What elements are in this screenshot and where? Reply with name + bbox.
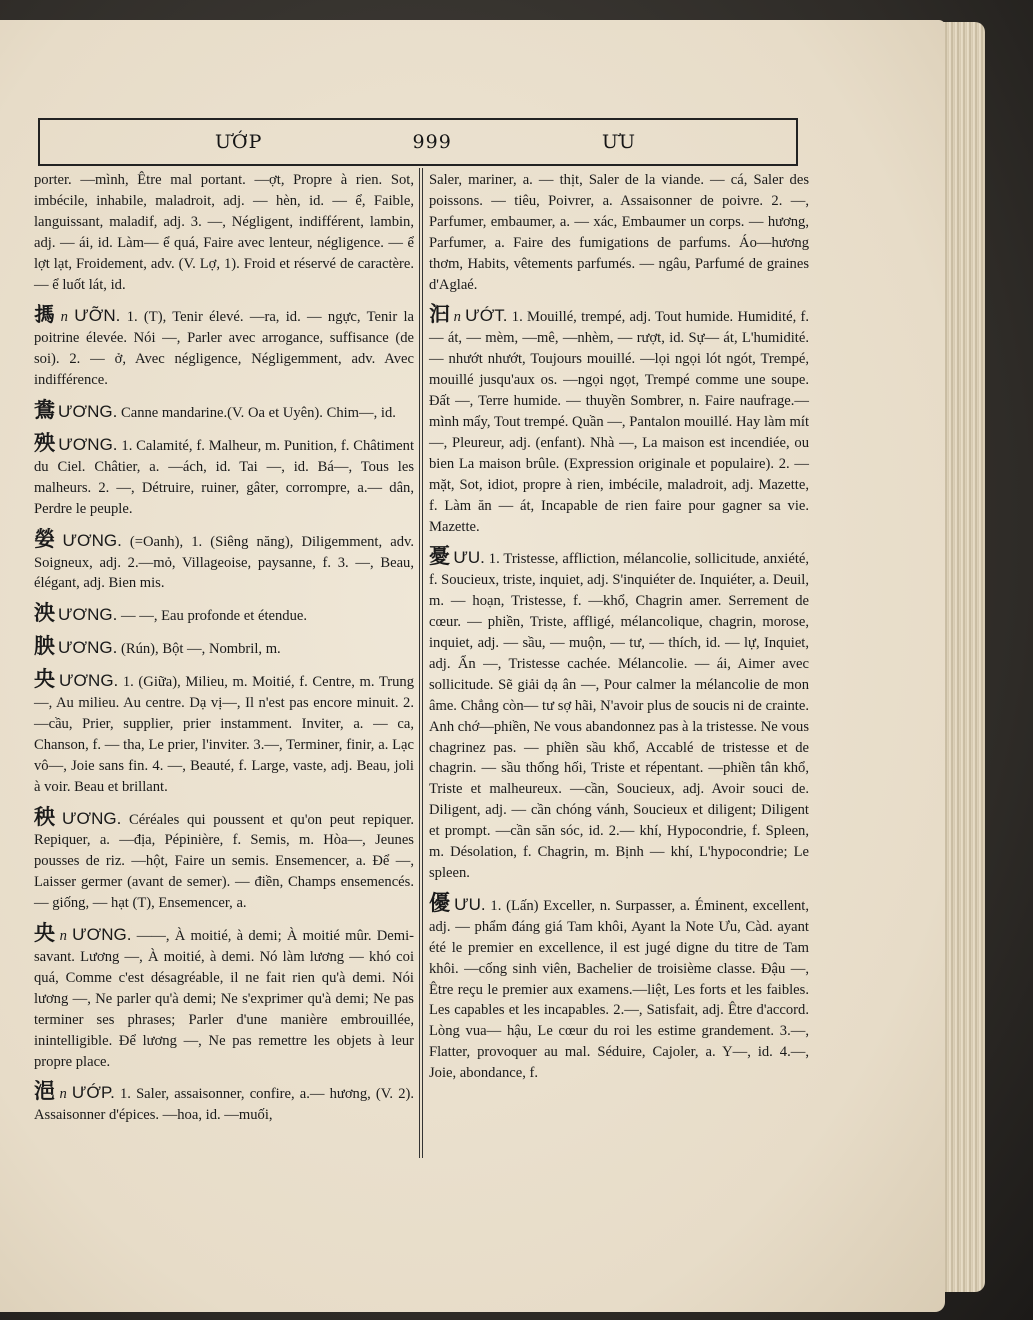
entry-headword: ƯƠNG. [58,434,118,454]
chinese-character: 優 [429,890,452,915]
entry-paragraph [429,546,809,884]
dictionary-entry [34,669,414,797]
entry-paragraph [429,304,809,537]
entry-definition: 1. (Giữa), Milieu, m. Moitié, f. Centre, m. Trung—, Au milieu. Au centre. Dạ vị—, Il n'est pas encore minuit. 2.—cầu, Prier, supplier, prier instamment. Inviter, a. — ca, Chanson, f. — tha, Le prier, l'inviter. 3.—, Terminer, finir, a. Lạc vô—, Joie sans fin. 4. —, Beauté, f. Large, vaste, adj. Beau, joli à voir. Beau et brillant. [34,674,414,795]
dictionary-entry [34,636,414,660]
entry-headword: ƯƠNG. [58,402,118,422]
dictionary-entry [34,1081,414,1126]
dictionary-entry [429,546,809,884]
entry-headword: ƯU. [454,894,486,914]
chinese-character: 泱 [34,601,55,626]
entry-headword: ƯỚP. [71,1083,115,1103]
entry-pos: n [60,309,68,326]
entry-definition: 1. Tristesse, affliction, mélancolie, sollicitude, anxiété, f. Soucieux, triste, inquiet, adj. S'inquiéter de. Inquiéter, a. Deuil, m. — hoạn, Tristesse, f. —khổ, Chagrin amer. Serrement de cœur. — phiền, Triste, affligé, mélancolique, chagrin, morose, inquiet, adj. — sầu, — muộn, — tư, — thích, id. — lự, Inquiet, adj. Ẩn —, Tristesse cachée. Mélancolie. — ái, Aimer avec sollicitude. Sẽ giải dạ ân —, Pour calmer la mélancolie de mon âme. Chẳng còn— tư sợ hãi, N'avoir plus de soucis ni de crainte. Anh chớ—phiền, Ne vous abandonnez pas à la tristesse. Ne vous chagrinez pas. — phiền sầu khổ, Accablé de tristesse et de chagrin. — sầu thống hối, Triste et répentant. —phiền tân khổ, Triste et malheureux. —cần, Soucieux, adj. Avoir souci de. Diligent, adj. — cần chóng vánh, Soucieux et diligent; Diligent et prompt. —cần săn sóc, id. 2.— khí, Hypocondrie, f. Spleen, m. Désolation, f. Chagrin, m. Bịnh — khí, L'hypocondrie; Le spleen. [429,551,809,881]
page-header [38,118,798,166]
entry-paragraph [34,669,414,797]
entry-definition: Canne mandarine.(V. Oa et Uyên). Chim—, id. [120,405,396,422]
dictionary-entry [34,430,415,520]
dictionary-entry [429,304,809,537]
entry-headword: ƯƠNG. [58,605,118,625]
chinese-character: 秧 [34,804,60,829]
entry-pos: n [59,1086,67,1103]
page-number: 999 [412,131,452,153]
chinese-character: 胦 [34,634,55,659]
chinese-character: 汩 [429,302,451,327]
dictionary-entry [34,804,415,915]
entry-definition: 1. (T), Tenir élevé. —ra, id. — ngực, Tenir la poitrine élevée. Nói —, Parler avec arrogance, suffisance (de soi). 2. — ở, Avec négligence, Négligemment, adv. Avec indifférence. [34,309,415,389]
entry-paragraph [34,1081,414,1126]
header-right-keyword: ƯU [601,131,636,153]
entry-paragraph [34,804,415,915]
entry-definition: 1. (Lấn) Exceller, n. Surpasser, a. Éminent, excellent, adj. — phẩm đáng giá Tam khôi, Ayant la Note Ưu, Càd. ayant été le premier en excellence, il est jugé digne du titre de Tam khôi. —cống sinh viên, Bachelier de troisième classe. Đậu —, Être reçu le premier aux examens.—liệt, Les forts et les faibles. Les capables et les incapables. 2.—, Satisfait, adj. Être d'accord. Lòng vua— hậu, Le cœur du roi les estime grandement. 3.—, Flatter, provoquer au mal. Séduire, Cajoler, a. Y—, id. 4.—, Joie, abondance, f. [429,897,810,1082]
entry-paragraph [34,603,414,627]
dictionary-entry [429,170,809,295]
header-left-keyword: ƯỚP [215,131,263,153]
chinese-character: 殃 [34,430,56,455]
entry-paragraph [34,170,414,295]
entry-definition: 1. Calamité, f. Malheur, m. Punition, f. Châtiment du Ciel. Châtier, a. —ách, id. Tai —, id. Bá—, Tous les malheurs. 2. —, Détruire, ruiner, gâter, corrompre, a.— dân, Perdre le peuple. [34,437,415,517]
dictionary-entry [34,603,414,627]
entry-paragraph [34,430,415,520]
dictionary-entry [34,304,414,391]
entry-definition: Saler, mariner, a. — thịt, Saler de la viande. — cá, Saler des poissons. — tiêu, Poivrer, a. Assaisonner de poivre. 2. —, Parfumer, embaumer, a. — xác, Embaumer un corps. — hương, Parfumer, a. Faire des fumigations de parfums. Áo—hương thơm, Habits, vêtements parfumés. — ngâu, Parfumé de graines d'Aglaé. [429,172,809,293]
entry-definition: (Rún), Bột —, Nombril, m. [120,641,281,658]
dictionary-entry [34,170,414,295]
entry-headword: ƯƠNG. [62,808,122,828]
entry-definition: 1. Mouillé, trempé, adj. Tout humide. Humidité, f. — át, — mèm, —mê, —nhèm, — rượt, id. Sự— át, L'humidité. — nhướt nhướt, Toujours mouillé. —lọi ngọi lót ngót, Trempé, mouillé jusqu'aux os. —ngọi ngọt, Trempé comme une soupe. Đất —, Terre humide. — thuyền Sombrer, n. Faire naufrage.—mình mẩy, Tout trempé. Quần —, Pantalon mouillé. Hay làm mít—, Pleureur, adj. (enfant). Nhà —, La maison est incendiée, ou bien La maison brûle. (Expression originale et populaire). 2. — mặt, Sot, idiot, propre à rien, imbécile, maladroit, adj. Mazette, f. Làm ăn — át, Incapable de rien faire pour gagner sa vie. Mazette. [429,309,809,535]
entry-definition: ——, À moitié, à demi; À moitié mûr. Demi-savant. Lương —, À moitié, à demi. Nó làm lương — khó coi quá, Comme c'est désagréable, il ne fait rien qu'à demi. Nói lương —, Ne parler qu'à demi; Ne s'exprimer qu'à demi; Ne pas terminer ses phrases; Parler d'une manière embrouillée, inintelligible. Để lương —, Ne pas remettre les objets à leur propre place. [34,928,414,1070]
entry-paragraph [34,636,414,660]
entry-headword: ƯƠNG. [62,530,122,550]
chinese-character: 嫈 [34,526,60,551]
dictionary-entry [34,923,414,1072]
entry-definition: Céréales qui poussent et qu'on peut repiquer. Repiquer, a. —địa, Pépinière, f. Semis, m. Hòa—, Jeunes pousses de riz. —hột, Faire un semis. Ensemencer, a. Để —, Laisser germer (avant de semer). — điền, Champs ensemencés. — giống, — hạt (T), Ensemencer, a. [34,811,415,912]
chinese-character: 央 [34,667,56,692]
entry-paragraph [429,170,809,295]
dictionary-entry [34,400,414,424]
dictionary-entry [429,890,810,1084]
entry-paragraph [34,923,414,1072]
entry-headword: ƯƠNG. [72,925,132,945]
entry-headword: ƯƠNG. [58,638,118,658]
entry-pos: n [453,309,461,326]
dictionary-entry [34,526,414,595]
entry-paragraph [34,400,414,424]
entry-headword: ƯƠNG. [58,671,119,691]
entry-definition: (=Oanh), 1. (Siêng năng), Diligemment, adv. Soigneux, adj. 2.—mỏ, Villageoise, paysanne, f. 3. —, Beau, élégant, adj. Bien mis. [34,533,414,592]
entry-paragraph [34,304,414,391]
entry-definition: 1. Saler, assaisonner, confire, a.— hương, (V. 2). Assaisonner d'épices. —hoa, id. —muối, [34,1086,415,1124]
chinese-character: 鴦 [34,398,55,423]
chinese-character: 憂 [429,544,451,569]
chinese-character: 浥 [34,1079,57,1104]
entry-headword: ƯU. [453,548,485,568]
right-column [429,170,809,1093]
entry-paragraph [34,526,414,595]
left-column [34,170,414,1135]
entry-pos: n [59,928,67,945]
entry-headword: ƯỠN. [74,306,121,326]
entry-paragraph [429,890,810,1084]
chinese-character: 𢲫 [34,302,58,327]
column-divider [419,168,423,1158]
entry-definition: porter. —mình, Être mal portant. —ợt, Propre à rien. Sot, imbécile, inhabile, maladroit, adj. — hèn, id. — ể, Faible, languissant, maladif, adj. 3. —, Négligent, indifférent, lambin, adj. — ái, id. Làm— ể quá, Faire avec lenteur, négligence. — ể lợt lạt, Froidement, adv. (V. Lợ, 1). Froid et réservé de caractère. — ể luốt lát, id. [34,172,414,293]
entry-definition: — —, Eau profonde et étendue. [120,608,307,625]
chinese-character: 央 [34,921,57,946]
entry-headword: ƯỚT. [465,306,508,326]
